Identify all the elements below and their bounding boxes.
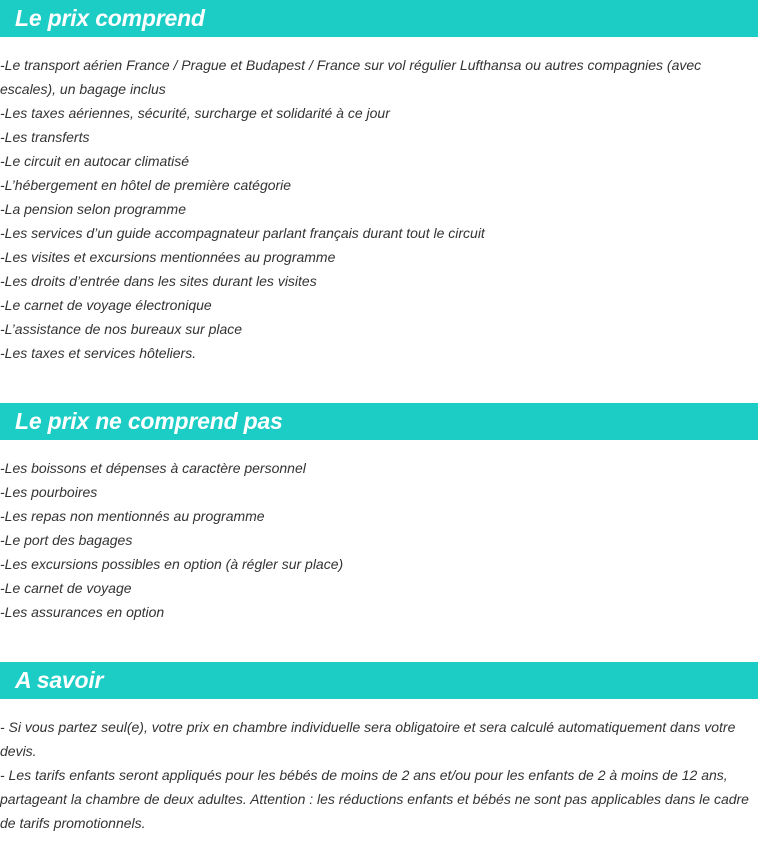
- list-item: -Les pourboires: [0, 484, 98, 500]
- list-item: -Les excursions possibles en option (à régler sur place): [0, 556, 344, 572]
- list-item: -Le carnet de voyage électronique: [0, 297, 212, 313]
- list-item: - Les tarifs enfants seront appliqués pour les bébés de moins de 2 ans et/ou pour les enfants de 2 à moins de 12 ans, partageant la chambre de deux adultes. Attention : les réductions enfants et bébés ne sont pas applicables dans le cadre de tarifs promotionnels.: [0, 767, 749, 831]
- list-item: -L’assistance de nos bureaux sur place: [0, 321, 243, 337]
- list-item: -Les visites et excursions mentionnées au programme: [0, 249, 336, 265]
- section-price-excludes: [0, 403, 758, 624]
- list-item: -Le port des bagages: [0, 532, 133, 548]
- section-title: Le prix ne comprend pas: [15, 408, 283, 434]
- list-item: -Les boissons et dépenses à caractère personnel: [0, 460, 306, 476]
- list-item: -L’hébergement en hôtel de première catégorie: [0, 177, 292, 193]
- section-title: Le prix comprend: [15, 5, 205, 31]
- section-list-price-includes: [0, 37, 758, 365]
- list-item: -Les droits d’entrée dans les sites durant les visites: [0, 273, 317, 289]
- section-header-price-excludes: [0, 403, 758, 440]
- section-good-to-know: [0, 662, 758, 835]
- list-item: -Les services d’un guide accompagnateur parlant français durant tout le circuit: [0, 225, 485, 241]
- section-list-good-to-know: [0, 699, 758, 835]
- list-item: -Les transferts: [0, 129, 90, 145]
- section-price-includes: [0, 0, 758, 365]
- section-header-good-to-know: [0, 662, 758, 699]
- list-item: -Les taxes aériennes, sécurité, surcharge et solidarité à ce jour: [0, 105, 390, 121]
- list-item: -Le carnet de voyage: [0, 580, 132, 596]
- section-list-price-excludes: [0, 440, 758, 624]
- section-header-price-includes: [0, 0, 758, 37]
- list-item: - Si vous partez seul(e), votre prix en chambre individuelle sera obligatoire et sera calculé automatiquement dans votre devis.: [0, 719, 736, 759]
- list-item: -La pension selon programme: [0, 201, 186, 217]
- section-title: A savoir: [15, 667, 104, 693]
- list-item: -Le transport aérien France / Prague et Budapest / France sur vol régulier Lufthansa ou autres compagnies (avec escales), un bagage inclus: [0, 57, 702, 97]
- list-item: -Les repas non mentionnés au programme: [0, 508, 265, 524]
- list-item: -Le circuit en autocar climatisé: [0, 153, 190, 169]
- list-item: -Les assurances en option: [0, 604, 165, 620]
- list-item: -Les taxes et services hôteliers.: [0, 345, 197, 361]
